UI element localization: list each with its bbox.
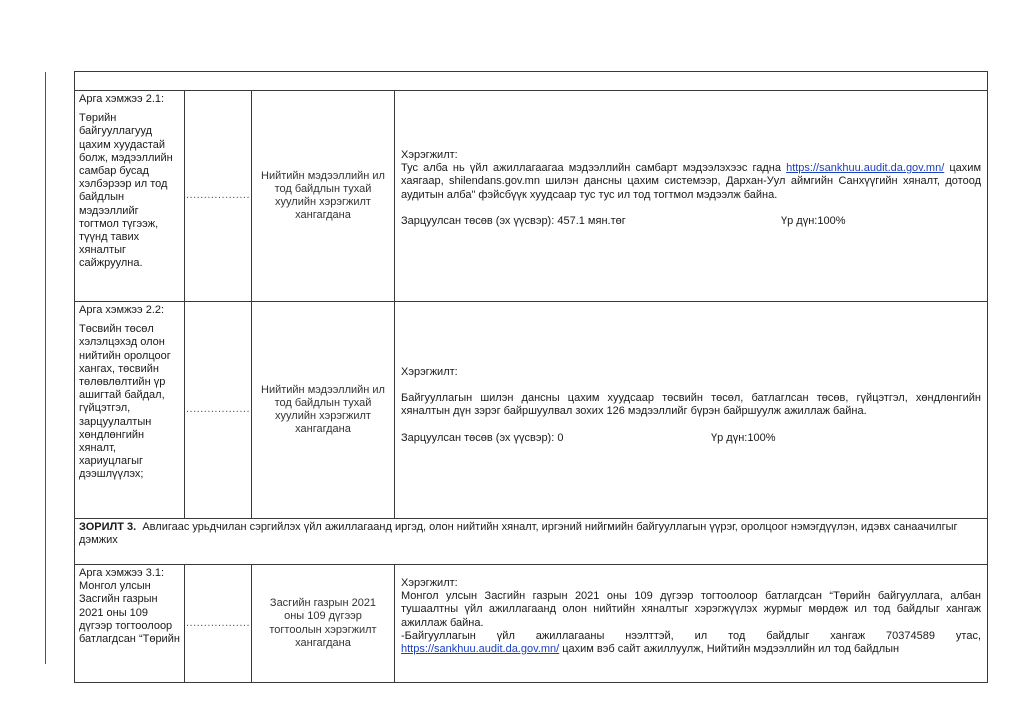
table-row [75,91,988,302]
goal-text: Авлигаас урьдчилан сэргийлэх үйл ажиллагаанд иргэд, олон нийтийн хяналт, иргэний нийгмийн байгууллагын үүрэг, оролцоог нэмэгдүүлэн, идэвх санаачилгыг дэмжих [79,521,958,547]
execution-text: Байгууллагын шилэн дансны цахим хуудсаар төсвийн төсөл, батлаглсан төсөв, гүйцэтгэл, хөндлөнгийн хяналтын дүн зэрэг байршуулвал зохих 126 мэдээллийг бүрэн байршуулж ажиллаж байна. [401,392,981,418]
result-value: Үр дүн:100% [711,431,776,444]
execution-text: Монгол улсын Засгийн газрын 2021 оны 109 дүгээр тогтоолоор батлагдсан “Төрийн байгууллага, албан тушаалтны үйл ажиллагаанд олон нийтийн хяналтыг хэрэгжүүлэх журмыг мөрдөж ил тод байдлыг хангаж ажиллаж байна. [401,590,981,629]
expected-outcome: Засгийн газрын 2021 оны 109 дүгээр тогтоолын хэрэгжилт хангагдана [252,565,395,683]
placeholder-dots: .................. [185,565,252,683]
execution-heading: Хэрэгжилт: [401,366,458,378]
measure-label: Арга хэмжээ 2.1: [79,93,165,105]
measure-cell [75,302,185,519]
execution-text-part: цахим вэб сайт ажиллуулж, Нийтийн мэдээллийн ил тод байдлын [559,643,900,656]
measure-label: Арга хэмжээ 2.2: [79,304,165,316]
measure-cell [75,565,185,683]
empty-cell [75,72,988,91]
action-plan-table [74,71,988,683]
budget-spent: Зарцуулсан төсөв (эх үүсвэр): 0 [401,431,564,444]
sankhuu-link[interactable]: https://sankhuu.audit.da.gov.mn/ [786,162,945,175]
measure-text: Монгол улсын Засгийн газрын 2021 оны 109 дүгээр тогтоолоор батлагдсан “Төрийн [79,580,180,646]
result-value: Үр дүн:100% [781,214,846,227]
execution-text [401,643,981,656]
placeholder-dots: .................. [185,302,252,519]
measure-label: Арга хэмжээ 3.1: [79,567,165,579]
placeholder-dots: .................. [185,91,252,302]
execution-text: -Байгууллагын үйл ажиллагааны нээлттэй, ил тод байдлыг хангаж 70374589 утас, [401,629,981,642]
expected-outcome: Нийтийн мэдээллийн ил тод байдлын тухай хуулийн хэрэгжилт хангагдана [252,91,395,302]
table-row [75,302,988,519]
execution-text [401,162,981,202]
execution-cell [395,565,988,683]
execution-text-part: Тус алба нь үйл ажиллагаагаа мэдээллийн самбарт мэдээлэхээс гадна [401,162,787,175]
sankhuu-link[interactable]: https://sankhuu.audit.da.gov.mn/ [401,643,560,656]
goal-cell [75,519,988,565]
expected-outcome: Нийтийн мэдээллийн ил тод байдлын тухай хуулийн хэрэгжилт хангагдана [252,302,395,519]
goal-label: ЗОРИЛТ 3. [79,521,137,533]
measure-cell [75,91,185,302]
table-header-empty-row [75,72,988,91]
measure-text: Төрийн байгууллагууд цахим хуудастай болж, мэдээллийн самбар бусад хэлбэрээр ил тод байдлын мэдээллийг тогтмол түгээж, түүнд тавих хяналтыг сайжруулна. [79,112,173,270]
execution-text-part: цахим хаягаар, shilendans.gov.mn шилэн дансны цахим системээр, Дархан-Уул аймгийн Санхүүгийн хяналт, дотоод аудитын алба" фэйсбүүк хуудсаар тус тус ил тод тогтмол мэдээлж байна. [401,162,982,201]
execution-cell [395,302,988,519]
budget-line [401,432,981,445]
budget-spent: Зарцуулсан төсөв (эх үүсвэр): 457.1 мян.төг [401,214,626,227]
goal-row [75,519,988,565]
execution-cell [395,91,988,302]
budget-line [401,215,981,228]
execution-heading: Хэрэгжилт: [401,149,458,161]
execution-heading: Хэрэгжилт: [401,577,458,589]
measure-text: Төсвийн төсөл хэлэлцэхэд олон нийтийн оролцоог хангах, төсвийн төлөвлөлтийн үр ашигтай байдал, гүйцэтгэл, зарцуулалтын хөндлөнгийн хяналт, хариуцлагыг дээшлүүлэх; [79,323,171,481]
page-margin-line [45,72,46,664]
table-row [75,565,988,683]
